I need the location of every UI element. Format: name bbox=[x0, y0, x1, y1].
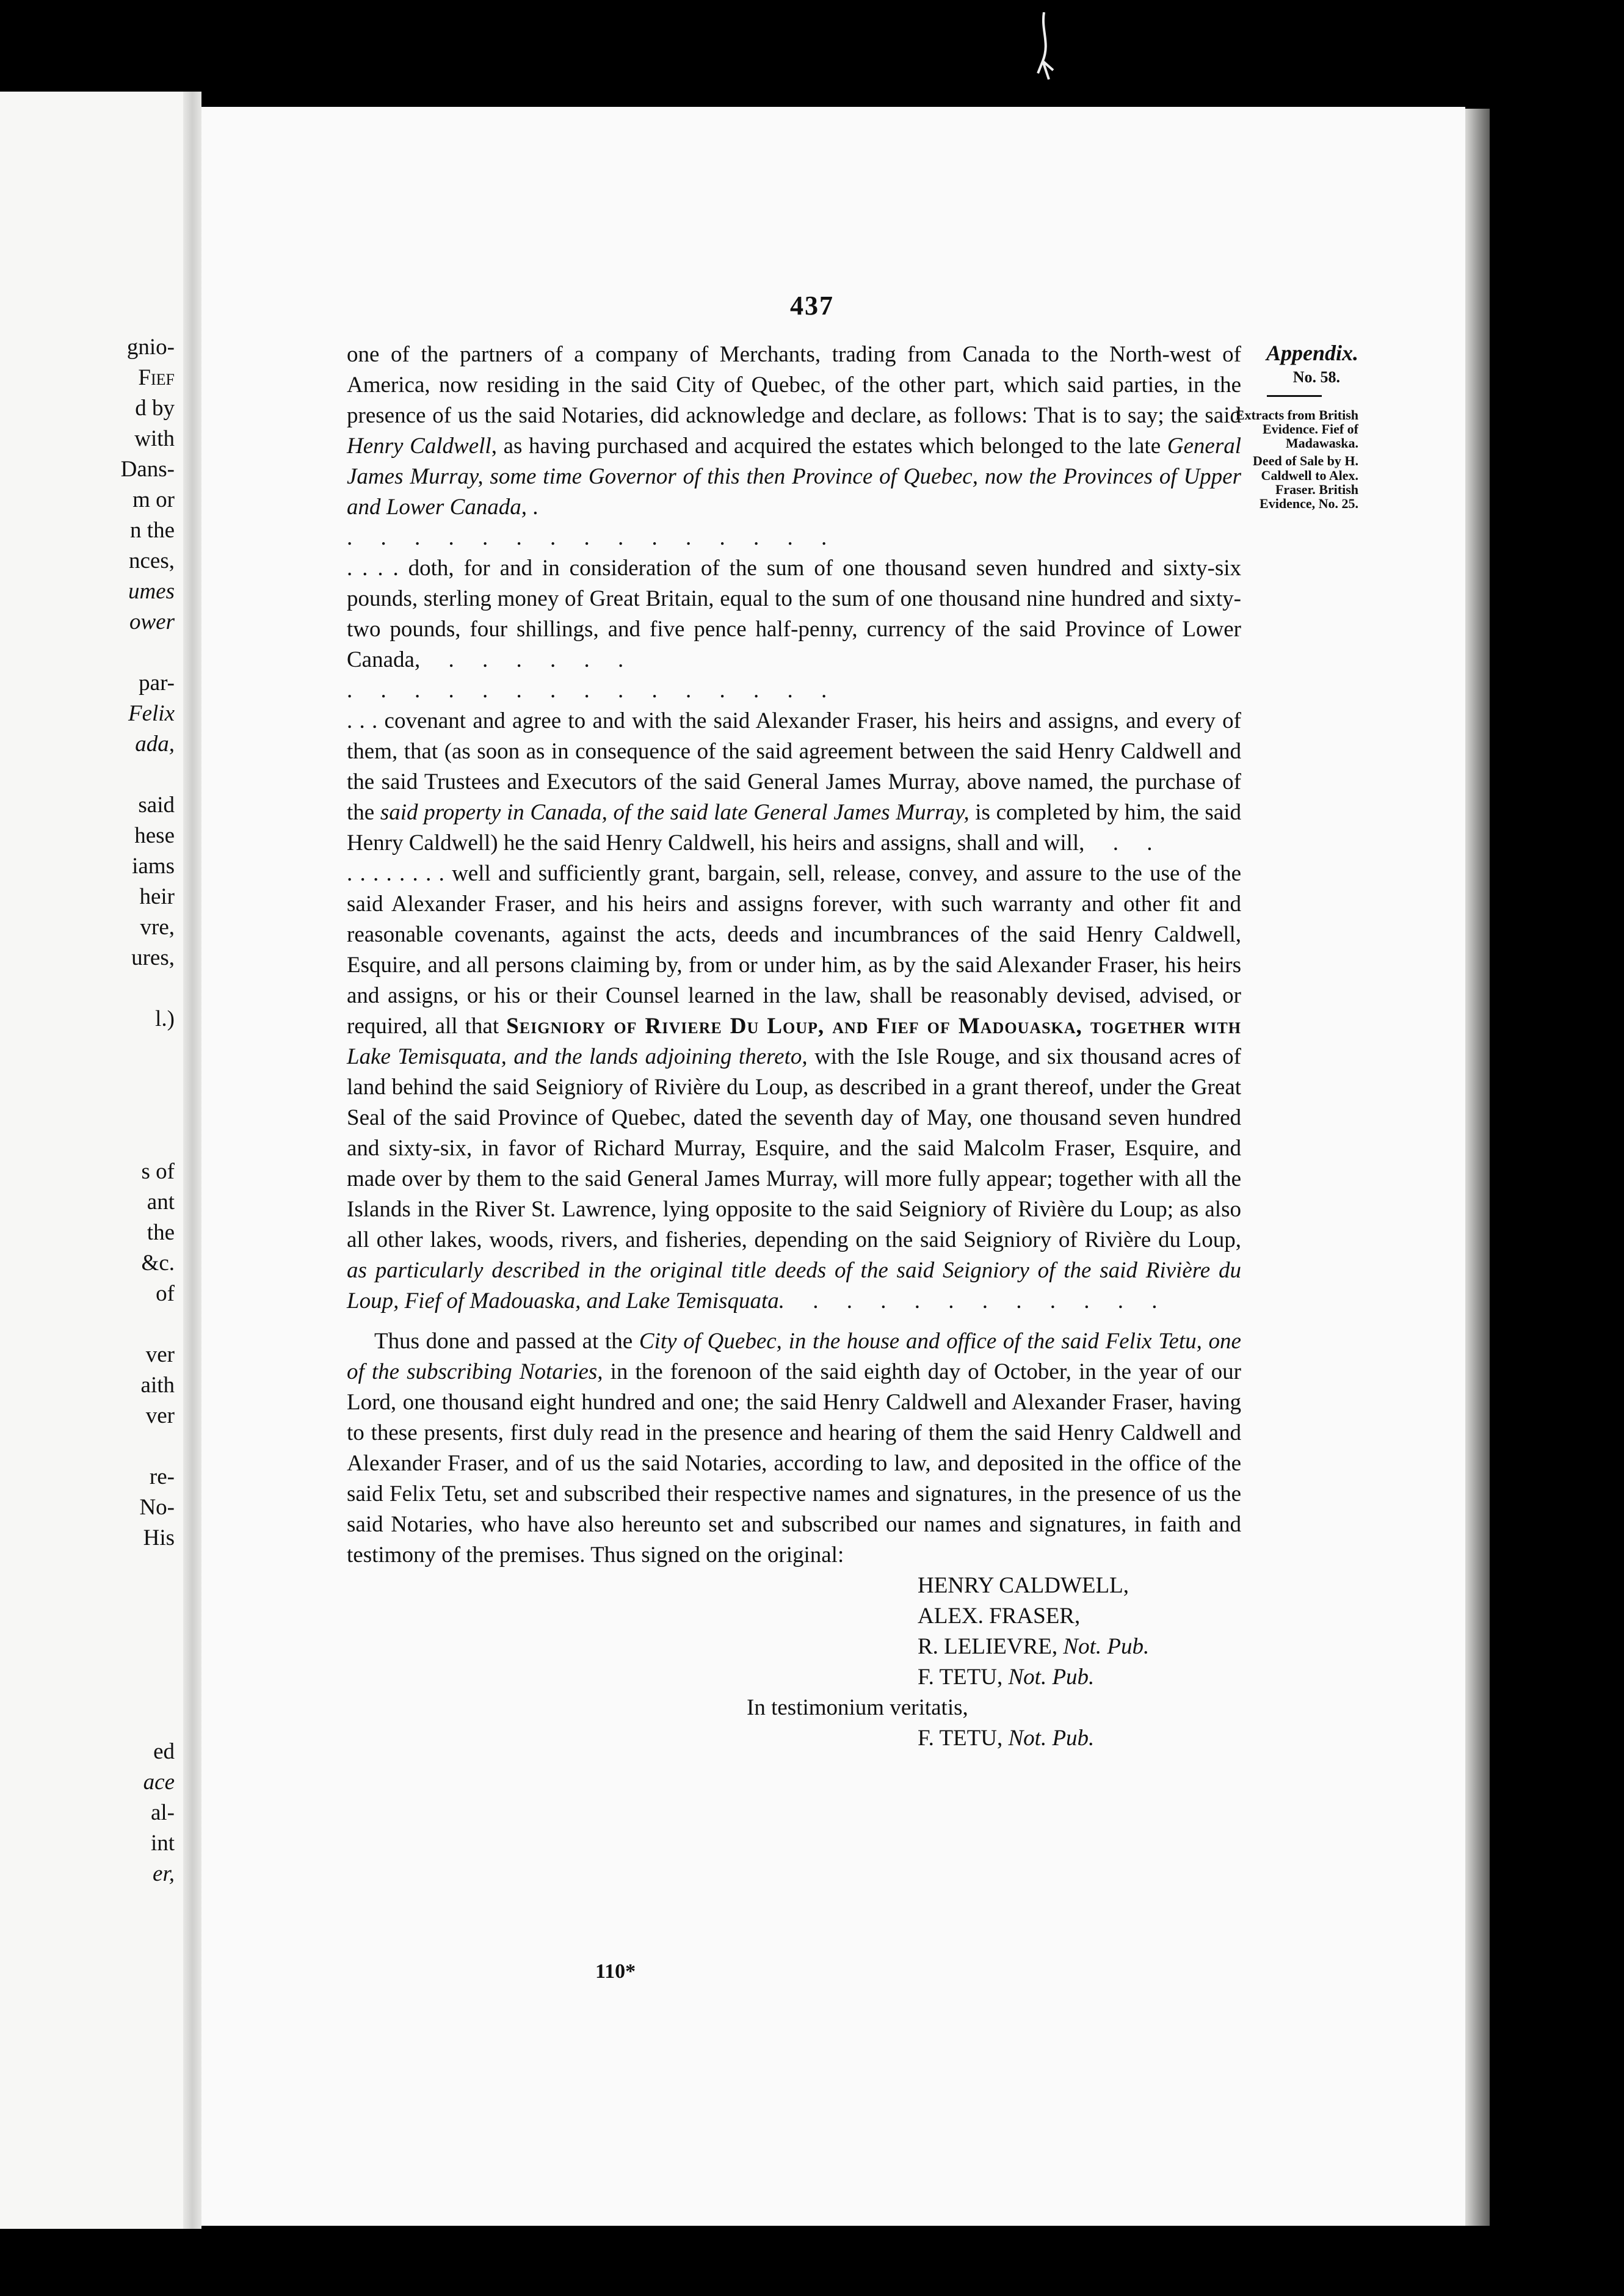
murray-italic: General James Murray, some time Governor of this then Province of Quebec, now the Provinces of Upper and Lower Canada, bbox=[347, 434, 1241, 520]
left-page-line: par- bbox=[139, 670, 175, 696]
left-page-line: l.) bbox=[155, 1006, 175, 1031]
property-italic: said property in Canada, of the said late General James Murray, bbox=[380, 800, 970, 825]
left-page-line: ver bbox=[145, 1342, 175, 1367]
described-italic: as particularly described in the original title deeds of the said Seigniory of the said Rivière du Loup, Fief of Madouaska, and Lake Temisquata. bbox=[347, 1258, 1241, 1313]
caldwell-italic: Henry Caldwell bbox=[347, 434, 491, 459]
left-page-line: hese bbox=[134, 823, 175, 848]
left-page-line: Fief bbox=[138, 365, 175, 390]
left-page-line: d by bbox=[135, 396, 175, 421]
left-page-line: vre, bbox=[140, 915, 175, 940]
left-page-line: int bbox=[150, 1831, 175, 1856]
signature-fraser: ALEX. FRASER, bbox=[918, 1604, 1081, 1629]
paragraph-5: Thus done and passed at the City of Quebec, in the house and office of the said Felix Tetu, one of the subscribing Notaries, in the forenoon of the said eighth day of October, in the year of our Lord, one thousand eight hundred and one; the said Henry Caldwell and Alexander Fraser, having to these presents, first duly read in the presence and hearing of them the said Henry Caldwell and Alexander Fraser, and of us the said Notaries, according to law, and deposited in the office of the said Felix Tetu, set and subscribed their respective names and signatures, in the presence of us the said Notaries, who have also hereunto set and subscribed our names and signatures, in faith and testimony of the premises. Thus signed on the original: bbox=[347, 1329, 1242, 1568]
left-page-line: ed bbox=[153, 1739, 175, 1764]
signature-caldwell: HENRY CALDWELL, bbox=[918, 1573, 1129, 1598]
left-page-line: gnio- bbox=[126, 335, 175, 360]
signature-tetu-final: F. TETU, Not. Pub. bbox=[918, 1726, 1095, 1751]
left-page-line: His bbox=[143, 1525, 175, 1550]
paragraph-1: one of the partners of a company of Merchants, trading from Canada to the North-west of America, now residing in the said City of Quebec, of the other part, which said parties, in the presence of us the said Notaries, did acknowledge and declare, as follows: That is to say; the said Henry Caldwell, as having purchased and acquired the estates which belonged to the late General James Murray, some time Governor of this then Province of Quebec, now the Provinces of Upper and Lower Canada, . bbox=[347, 342, 1241, 520]
left-page-line: Felix bbox=[128, 701, 175, 726]
margin-deed: Deed of Sale by H. Caldwell to Alex. Fraser. British Evidence, No. 25. bbox=[1253, 453, 1358, 511]
left-page-line: iams bbox=[132, 854, 175, 879]
left-page-line: ada, bbox=[135, 732, 175, 757]
left-page-line: ver bbox=[145, 1403, 175, 1428]
left-page-line: ures, bbox=[131, 945, 175, 970]
page-number: 437 bbox=[790, 291, 834, 321]
paragraph-3: . . . covenant and agree to and with the said Alexander Fraser, his heirs and assigns, and every of them, that (as soon as in consequence of the said agreement between the said Henry Caldwell and the said Trustees and Executors of the said General James Murray, above named, the purchase of the said property in Canada, of the said late General James Murray, is completed by him, the said Henry Caldwell) he the said Henry Caldwell, his heirs and assigns, shall and will, . . bbox=[347, 708, 1241, 856]
left-page-line: re- bbox=[149, 1464, 175, 1489]
paragraph-2: . . . . doth, for and in consideration of the sum of one thousand seven hundred and sixty-six pounds, sterling money of Great Britain, equal to the sum of one thousand nine hundred and sixty-two pounds, four shillings, and five pence half-penny, currency of the said Province of Lower Canada, . . . . . . bbox=[347, 556, 1241, 672]
signature-tetu: F. TETU, Not. Pub. bbox=[918, 1665, 1095, 1690]
left-page-line: heir bbox=[139, 884, 175, 909]
page-edge bbox=[1465, 109, 1490, 2226]
left-page-line: said bbox=[138, 793, 175, 818]
margin-note bbox=[1224, 342, 1358, 514]
ellipsis-row: . . . . . . . . . . . . . . . bbox=[347, 525, 827, 550]
left-page-line: the bbox=[147, 1220, 175, 1245]
left-page-line: s of bbox=[141, 1159, 175, 1184]
left-page-line: Dans- bbox=[120, 457, 175, 482]
lake-italic: Lake Temisquata, and the lands adjoining thereto, bbox=[347, 1044, 808, 1069]
left-page-fragment bbox=[0, 92, 183, 2229]
testimonium: In testimonium veritatis, bbox=[747, 1695, 968, 1720]
appendix-label: Appendix. bbox=[1266, 341, 1358, 365]
margin-rule bbox=[1267, 395, 1322, 397]
left-page-line: al- bbox=[150, 1800, 175, 1825]
left-page-line: aith bbox=[140, 1373, 175, 1398]
ellipsis-row: . . . . . . . . . . . . . . . bbox=[347, 678, 827, 703]
left-page-line: of bbox=[156, 1281, 175, 1306]
left-page-line: umes bbox=[128, 579, 175, 604]
left-page-line: ower bbox=[129, 609, 175, 634]
signature-block bbox=[347, 1571, 1241, 1754]
appendix-number: No. 58. bbox=[1292, 368, 1340, 386]
book-gutter bbox=[183, 92, 201, 2229]
city-italic: City of Quebec, in the house and office of the said Felix Tetu, one of the subscribing Notaries, bbox=[347, 1329, 1241, 1384]
left-page-line: n the bbox=[130, 518, 175, 543]
left-page-line: m or bbox=[132, 487, 175, 512]
document-body bbox=[347, 340, 1241, 1754]
left-page-line: No- bbox=[139, 1495, 175, 1520]
signature-mark: 110* bbox=[595, 1960, 636, 1983]
signature-lelievre: R. LELIEVRE, Not. Pub. bbox=[918, 1634, 1150, 1659]
seigniory-smallcaps: Seigniory of Riviere Du Loup, and Fief of Madouaska, together with bbox=[506, 1014, 1241, 1039]
paragraph-4: . . . . . . . . well and sufficiently grant, bargain, sell, release, convey, and assure to the use of the said Alexander Fraser, and his heirs and assigns forever, with such warranty and other fit and reasonable covenants, against the acts, deeds and incumbrances of the said Henry Caldwell, Esquire, and all persons claiming by, from or under him, as by the said Alexander Fraser, his heirs and assigns, or his or their Counsel learned in the law, shall be reasonably devised, advised, or required, all that Seigniory of Riviere Du Loup, and Fief of Madouaska, together with Lake Temisquata, and the lands adjoining thereto, with the Isle Rouge, and six thousand acres of land behind the said Seigniory of Rivière du Loup, as described in a grant thereof, under the Great Seal of the said Province of Quebec, dated the seventh day of May, one thousand seven hundred and sixty-six, in favor of Richard Murray, Esquire, and the said Malcolm Fraser, Esquire, and made over by them to the said General James Murray, will more fully appear; together with all the Islands in the River St. Lawrence, lying opposite to the said Seigniory of Rivière du Loup; as also all other lakes, woods, rivers, and fisheries, depending on the said Seigniory of Rivière du Loup, as particularly described in the original title deeds of the said Seigniory of the said Rivière du Loup, Fief of Madouaska, and Lake Temisquata. . . . . . . . . . . . bbox=[347, 861, 1241, 1313]
left-page-line: &c. bbox=[141, 1251, 175, 1276]
margin-extracts: Extracts from British Evidence. Fief of Madawaska. bbox=[1235, 407, 1358, 451]
left-page-line: with bbox=[134, 426, 175, 451]
thread-mark bbox=[1026, 12, 1068, 85]
left-page-line: ant bbox=[147, 1190, 175, 1215]
left-page-line: ace bbox=[143, 1770, 175, 1795]
left-page-line: er, bbox=[153, 1861, 175, 1886]
left-page-line: nces, bbox=[129, 548, 175, 573]
